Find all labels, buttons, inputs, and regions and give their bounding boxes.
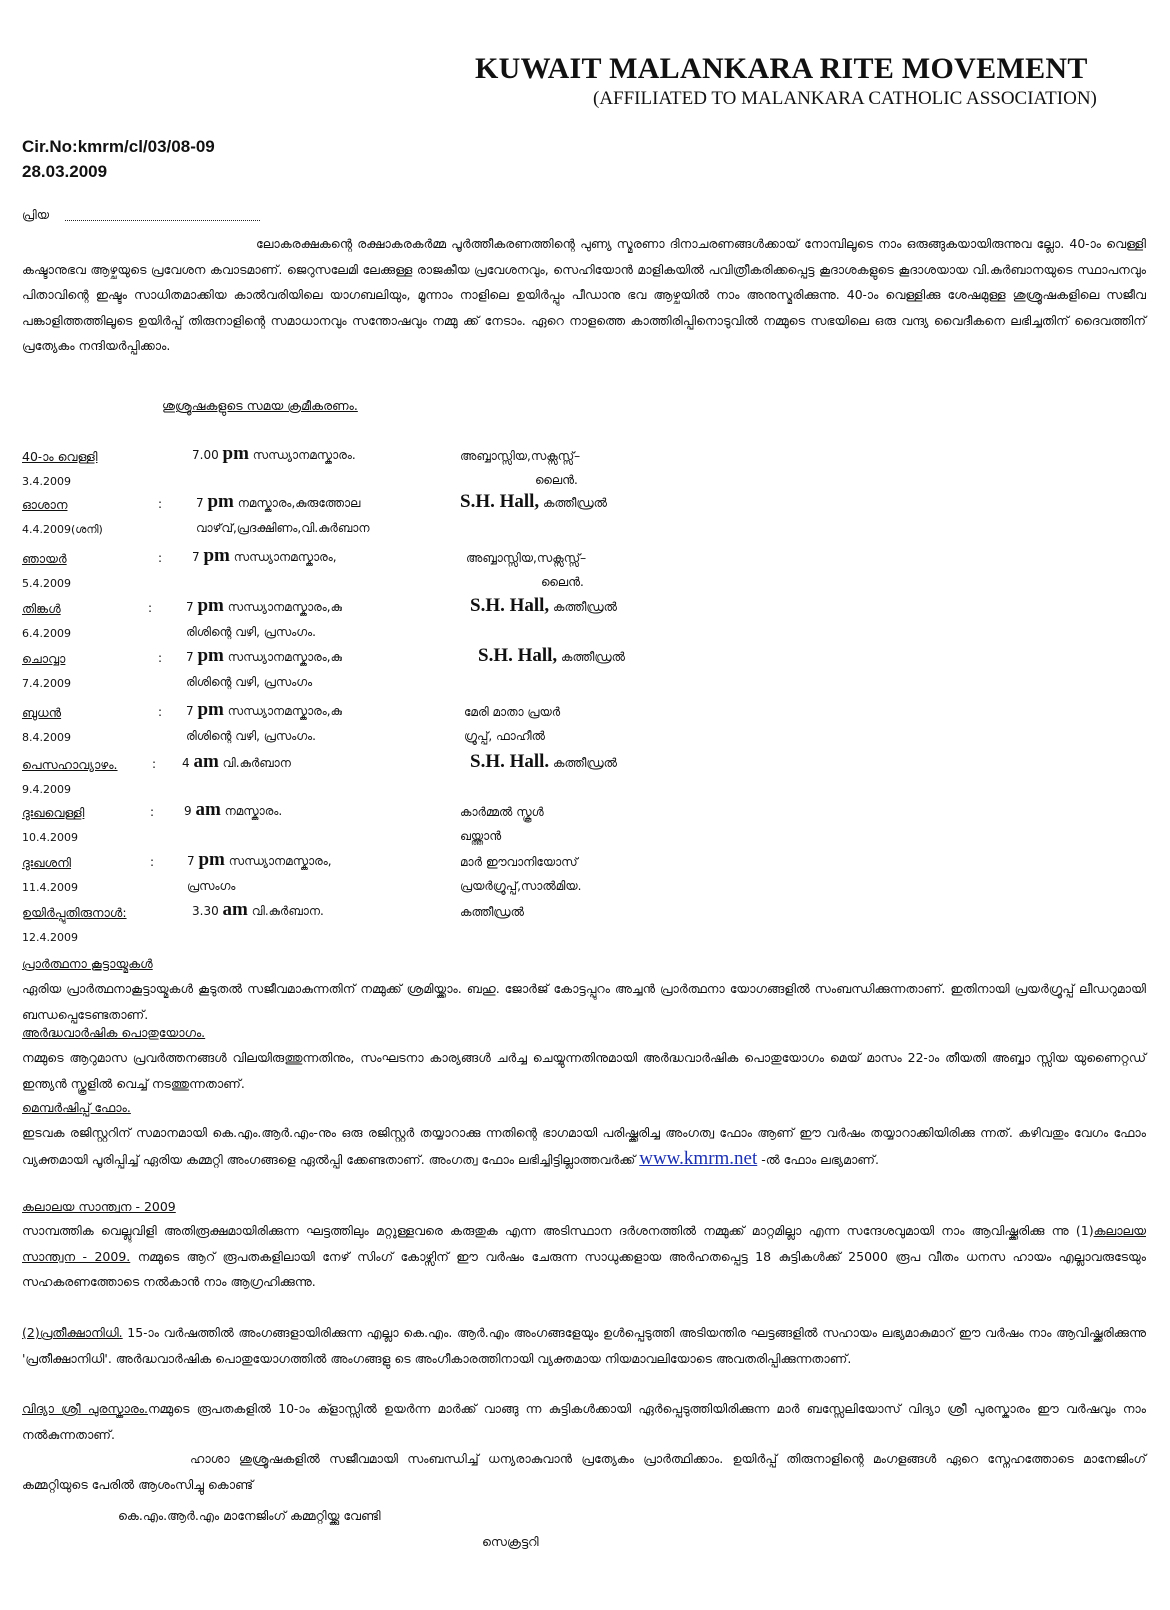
schedule-day: പെസഹാവ്യാഴം. — [22, 757, 118, 772]
schedule-service — [196, 491, 360, 513]
kalalaya-section-title: കലാലയ സാന്ത്വന - 2009 — [22, 1199, 176, 1214]
schedule-date: 12.4.2009 — [22, 931, 78, 944]
schedule-date: 3.4.2009 — [22, 475, 71, 488]
schedule-ampm: pm — [197, 699, 224, 720]
vidya-text: നമ്മുടെ രൂപതകളിൽ 10-ാം ക്ളാസ്സിൽ ഉയർന്ന മാർക്ക് വാങ്ങു ന്ന കുട്ടികൾക്കായി ഏർപ്പെടുത്തിയിരിക്കുന്ന മാർ ബസ്സേലിയോസ് വിദ്യാ ശ്രീ പുരസ്കാരം ഈ വർഷവും നാം നൽകുന്നതാണ്. — [22, 1401, 1146, 1442]
schedule-ampm: pm — [197, 645, 224, 666]
schedule-service — [192, 899, 324, 921]
schedule-ampm: pm — [207, 491, 234, 512]
schedule-service-cont: രിശിന്റെ വഴി, പ്രസംഗം — [186, 675, 313, 689]
schedule-date: 8.4.2009 — [22, 731, 71, 744]
schedule-colon: : — [158, 705, 163, 719]
schedule-date: 10.4.2009 — [22, 831, 78, 844]
schedule-venue — [460, 491, 607, 513]
schedule-day: ദുഃഖശനി — [22, 855, 71, 870]
schedule-service — [187, 849, 332, 871]
schedule-time: 7 — [186, 600, 194, 614]
schedule-day: ദുഃഖവെള്ളി — [22, 805, 85, 820]
vidya-title: വിദ്യാ ശ്രീ പുരസ്കാരം. — [22, 1401, 148, 1416]
schedule-time: 9 — [184, 804, 192, 818]
schedule-ampm: pm — [222, 443, 249, 464]
circular-number: Cir.No:kmrm/cl/03/08-09 — [22, 137, 215, 156]
schedule-service-text: സന്ധ്യാനമസ്കാരം,കു — [227, 704, 342, 718]
salutation-text: പ്രിയ — [22, 208, 49, 222]
schedule-venue-cont: ലൈൻ. — [541, 575, 584, 589]
schedule-date: 5.4.2009 — [22, 577, 71, 590]
schedule-service-text: വി.കുർബാന. — [251, 904, 324, 918]
name-blank — [65, 220, 260, 221]
schedule-venue — [466, 551, 586, 566]
prathiksha-title: (2)പ്രതീക്ഷാനിധി. — [22, 1325, 123, 1340]
circular-date: 28.03.2009 — [22, 162, 108, 181]
schedule-day: ചൊവ്വാ — [22, 651, 66, 666]
schedule-colon: : — [158, 651, 163, 665]
signature-line-1: കെ.എം.ആർ.എം മാനേജിംഗ് കമ്മറ്റിയ്ക്കു വേണ്ടി — [118, 1508, 381, 1523]
schedule-service — [186, 645, 342, 667]
kalalaya-text-1: സാമ്പത്തിക വെല്ലുവിളി അതിരൂക്ഷമായിരിക്കുന്ന ഘട്ടത്തിലും മറ്റുള്ളവരെ കരുതുക എന്ന അടിസ്ഥാന ദർശനത്തിൽ നമ്മുക്ക് മാറ്റമില്ലാ എന്ന സന്ദേശവുമായി നാം ആവിഷ്ക്കരിക്കു ന്നു (1) — [22, 1223, 1094, 1238]
prathiksha-text: 15-ാം വർഷത്തിൽ അംഗങ്ങളായിരിക്കുന്ന എല്ലാ കെ.എം. ആർ.എം അംഗങ്ങളേയും ഉൾപ്പെടുത്തി അടിയന്തിര ഘട്ടങ്ങളിൽ സഹായം ലഭ്യമാകുമാറ് ഈ വർഷം നാം ആവിഷ്ക്കരിക്കുന്നു 'പ്രതീക്ഷാനിധി'. അർദ്ധവാർഷിക പൊതുയോഗത്തിൽ അംഗങ്ങളു ടെ അംഗീകാരത്തിനായി വ്യക്തമായ നിയമാവലിയോടെ അവതരിപ്പിക്കുന്നതാണ്. — [22, 1325, 1146, 1366]
closing-paragraph — [22, 1446, 1146, 1497]
kalalaya-highlight: കലാലയ സാന്ത്വന - 2009. — [22, 1223, 1146, 1264]
prathiksha-paragraph — [22, 1320, 1146, 1371]
schedule-service-cont: വാഴ്‌വ്,പ്രദക്ഷിണം,വി.കുർബാന — [196, 521, 370, 535]
circular-info — [22, 134, 215, 184]
schedule-venue — [460, 449, 580, 464]
schedule-venue — [470, 595, 617, 617]
schedule-venue — [464, 705, 560, 720]
schedule-service-cont: രിശിന്റെ വഴി, പ്രസംഗം. — [186, 729, 316, 743]
kalalaya-section-text — [22, 1218, 1146, 1295]
schedule-ampm: am — [193, 751, 219, 772]
schedule-date: 9.4.2009 — [22, 783, 71, 796]
schedule-date: 11.4.2009 — [22, 881, 78, 894]
schedule-service-text: സന്ധ്യാനമസ്കാരം. — [252, 448, 356, 462]
schedule-service-text: നമസ്കാരം,കുരുത്തോല — [237, 496, 361, 510]
membership-section-text — [22, 1120, 1146, 1172]
schedule-service-text: വി.കുർബാന — [222, 756, 291, 770]
schedule-venue-cont: ഖയ്ത്താൻ — [460, 829, 502, 843]
schedule-time: 7 — [186, 650, 194, 664]
schedule-venue-text: കത്തീഡ്രൽ — [561, 650, 625, 664]
schedule-service-text: നമസ്കാരം. — [224, 804, 283, 818]
schedule-colon: : — [158, 497, 163, 511]
schedule-venue-hall: S.H. Hall, — [460, 491, 540, 512]
intro-paragraph — [22, 231, 1146, 359]
schedule-colon: : — [150, 805, 155, 819]
meeting-section-text: നമ്മുടെ ആറുമാസ പ്രവർത്തനങ്ങൾ വിലയിരുത്തുന്നതിനും, സംഘടനാ കാര്യങ്ങൾ ചർച്ച ചെയ്യുന്നതിനുമായി അർദ്ധവാർഷിക പൊതുയോഗം മെയ് മാസം 22-ാം തീയതി അബ്ബാ സ്സിയ യുണൈറ്റഡ് ഇന്ത്യൻ സ്കൂളിൽ വെച്ച് നടത്തുന്നതാണ്. — [22, 1050, 1146, 1091]
organization-subtitle: (AFFILIATED TO MALANKARA CATHOLIC ASSOCIATION) — [593, 88, 1097, 109]
schedule-service-text: സന്ധ്യാനമസ്കാരം,കു — [227, 650, 342, 664]
schedule-time: 3.30 — [192, 904, 219, 918]
schedule-time: 7 — [186, 704, 194, 718]
schedule-venue — [460, 855, 578, 870]
kalalaya-text-2: നമ്മുടെ ആറ് രൂപതകളിലായി നേഴ് സിംഗ് കോഴ്സിന് ഈ വർഷം ചേരുന്ന സാധുക്കളായ അർഹതപ്പെട്ട 18 കുട്ടികൾക്ക് 25000 രൂപ വീതം ധനസ ഹായം എല്ലാവരുടേയും സഹകരണത്തോടെ നൽകാൻ നാം ആഗ്രഹിക്കുന്നു. — [22, 1248, 1147, 1289]
salutation — [22, 208, 260, 223]
schedule-service — [192, 545, 337, 567]
schedule-venue-hall: S.H. Hall, — [470, 595, 550, 616]
schedule-time: 7.00 — [192, 448, 219, 462]
schedule-venue — [460, 905, 524, 920]
schedule-venue-text: മാർ ഈവാനിയോസ് — [460, 855, 578, 869]
schedule-date: 6.4.2009 — [22, 627, 71, 640]
schedule-time: 7 — [187, 854, 195, 868]
schedule-ampm: pm — [203, 545, 230, 566]
schedule-ampm: pm — [197, 595, 224, 616]
schedule-service-cont: പ്രസംഗം — [187, 879, 236, 893]
schedule-service — [182, 751, 291, 773]
intro-text: ലോകരക്ഷകന്റെ രക്ഷാകരകർമ്മ പൂർത്തീകരണത്തിന്റെ പുണ്യ സ്മരണാ ദിനാചരണങ്ങൾക്കായ് നോമ്പിലൂടെ നാം ഒരുങ്ങുകയായിരുന്നുവ ല്ലോ. 40-ാം വെള്ളി കഷ്ടാനുഭവ ആഴ്ചയുടെ പ്രവേശന കവാടമാണ്. ജെറുസലേമി ലേക്കുള്ള രാജകീയ പ്രവേശനവും, സെഹിയോൻ മാളികയിൽ പവിത്രീകരിക്കപ്പെട്ട കൂദാശകളുടെ കൂദാശയായ വി.കുർബാനയുടെ സ്ഥാപനവും പിതാവിന്റെ ഇഷ്ടം സാധിതമാക്കിയ കാൽവരിയിലെ യാഗബലിയും, മൂന്നാം നാളിലെ ഉയിർപ്പും പീഡാനു ഭവ ആഴ്ചയിൽ നാം അനുസ്മരിക്കുന്നു. 40-ാം വെള്ളിക്കു ശേഷമുള്ള ശുശ്രൂഷകളിലെ സജീവ പങ്കാളിത്തത്തിലൂടെ ഉയിർപ്പ് തിരുനാളിന്റെ സമാധാനവും സന്തോഷവും നമ്മു ക്ക് നേടാം. ഏറെ നാളത്തെ കാത്തിരിപ്പിനൊടുവിൽ നമ്മുടെ സഭയിലെ ഒരു വന്ദ്യ വൈദീകനെ ലഭിച്ചതിന് ദൈവത്തിന് പ്രത്യേകം നന്ദിയർപ്പിക്കാം. — [22, 236, 1146, 353]
membership-section-title: മെമ്പർഷിപ്പ് ഫോം. — [22, 1100, 131, 1115]
schedule-colon: : — [152, 757, 157, 771]
prayer-section-text: ഏരിയ പ്രാർത്ഥനാകൂട്ടായ്മകൾ കൂടുതൽ സജീവമാകുന്നതിന് നമ്മുക്ക് ശ്രമിയ്ക്കാം. ബഹു. ജോർജ് കോട്ടപ്പുറം അച്ചൻ പ്രാർത്ഥനാ യോഗങ്ങളിൽ സംബന്ധിക്കുന്നതാണ്. ഇതിനായി പ്രയർഗ്രൂപ്പ് ലീഡറുമായി ബന്ധപ്പെടേണ്ടതാണ്. — [22, 981, 1146, 1022]
schedule-service — [186, 699, 342, 721]
schedule-venue — [478, 645, 625, 667]
schedule-day: ഓശാന — [22, 497, 68, 512]
schedule-venue-text: അബ്ബാസ്സിയ,സക്സസ്സ്– — [460, 449, 581, 463]
schedule-venue-text: കത്തീഡ്രൽ — [543, 496, 607, 510]
schedule-colon: : — [158, 551, 163, 565]
schedule-colon: : — [150, 855, 155, 869]
schedule-service — [186, 595, 342, 617]
schedule-heading: ശുശ്രൂഷകളുടെ സമയ ക്രമീകരണം. — [162, 398, 358, 413]
schedule-service-text: സന്ധ്യാനമസ്കാരം, — [228, 854, 332, 868]
schedule-date: 4.4.2009(ശനി) — [22, 523, 103, 536]
schedule-venue-text: കാർമ്മൽ സ്കൂൾ — [460, 805, 544, 819]
schedule-day: തിങ്കൾ — [22, 601, 61, 616]
vidya-paragraph — [22, 1396, 1146, 1447]
organization-title: KUWAIT MALANKARA RITE MOVEMENT — [475, 52, 1088, 85]
schedule-venue-hall: S.H. Hall, — [478, 645, 558, 666]
schedule-service-text: സന്ധ്യാനമസ്കാരം,കു — [227, 600, 342, 614]
website-link[interactable]: www.kmrm.net — [639, 1147, 758, 1169]
prayer-section-title: പ്രാർത്ഥനാ കൂട്ടായ്മകൾ — [22, 956, 153, 971]
schedule-venue-cont: പ്രയർഗ്രൂപ്പ്,സാൽമിയ. — [460, 879, 582, 893]
schedule-venue-hall: S.H. Hall. — [470, 751, 550, 772]
schedule-service — [184, 799, 282, 821]
schedule-ampm: pm — [198, 849, 225, 870]
schedule-time: 4 — [182, 756, 190, 770]
schedule-service-text: സന്ധ്യാനമസ്കാരം, — [233, 550, 337, 564]
schedule-venue-cont: ലൈൻ. — [535, 473, 578, 487]
schedule-service — [192, 443, 356, 465]
schedule-service-cont: രിശിന്റെ വഴി, പ്രസംഗം. — [186, 625, 316, 639]
signature-line-2: സെക്രട്ടറി — [482, 1534, 539, 1549]
schedule-ampm: am — [222, 899, 248, 920]
schedule-ampm: am — [195, 799, 221, 820]
schedule-venue-text: മേരി മാതാ പ്രയർ — [464, 705, 561, 719]
schedule-date: 7.4.2009 — [22, 677, 71, 690]
schedule-venue — [470, 751, 617, 773]
schedule-day: ഞായർ — [22, 551, 67, 566]
schedule-colon: : — [148, 601, 153, 615]
schedule-venue-text: കത്തീഡ്രൽ — [553, 600, 617, 614]
schedule-time: 7 — [196, 496, 204, 510]
meeting-section-title: അർദ്ധവാർഷിക പൊതുയോഗം. — [22, 1025, 206, 1040]
schedule-venue-text: അബ്ബാസ്സിയ,സക്സസ്സ്– — [466, 551, 587, 565]
schedule-venue — [460, 805, 544, 820]
membership-text: ഇടവക രജിസ്റ്ററിന് സമാനമായി കെ.എം.ആർ.എം-നും ഒരു രജിസ്റ്റർ തയ്യാറാക്കു ന്നതിന്റെ ഭാഗമായി പരിഷ്ക്കരിച്ച അംഗത്വ ഫോം ആണ് ഈ വർഷം തയ്യാറാക്കിയിരിക്കു ന്നത്. കഴിവതും വേഗം ഫോം വ്യക്തമായി പൂരിപ്പിച്ച് ഏരിയ കമ്മറ്റി അംഗങ്ങളെ ഏൽപ്പി ക്കേണ്ടതാണ്. അംഗത്വ ഫോം ലഭിച്ചിട്ടില്ലാത്തവർക്ക് — [22, 1125, 1146, 1167]
schedule-venue-text: കത്തീഡ്രൽ — [553, 756, 617, 770]
schedule-day: 40-ാം വെള്ളി — [22, 449, 98, 464]
schedule-venue-text: കത്തീഡ്രൽ — [460, 905, 524, 919]
schedule-day: ഉയിർപ്പുതിരുനാൾ: — [22, 905, 127, 920]
schedule-time: 7 — [192, 550, 200, 564]
schedule-venue-cont: ഗ്രൂപ്പ്, ഫാഹീൽ — [464, 729, 546, 743]
closing-text: ഹാശാ ശുശ്രൂഷകളിൽ സജീവമായി സംബന്ധിച്ച് ധന്യരാകുവാൻ പ്രത്യേകം പ്രാർത്ഥിക്കാം. ഉയിർപ്പ് തിരുനാളിന്റെ മംഗളങ്ങൾ ഏറെ സ്നേഹത്തോടെ മാനേജിംഗ് കമ്മറ്റിയുടെ പേരിൽ ആശംസിച്ചു കൊണ്ട് — [22, 1451, 1146, 1492]
schedule-day: ബുധൻ — [22, 705, 62, 720]
membership-after: -ൽ ഫോം ലഭ്യമാണ്. — [761, 1151, 879, 1167]
